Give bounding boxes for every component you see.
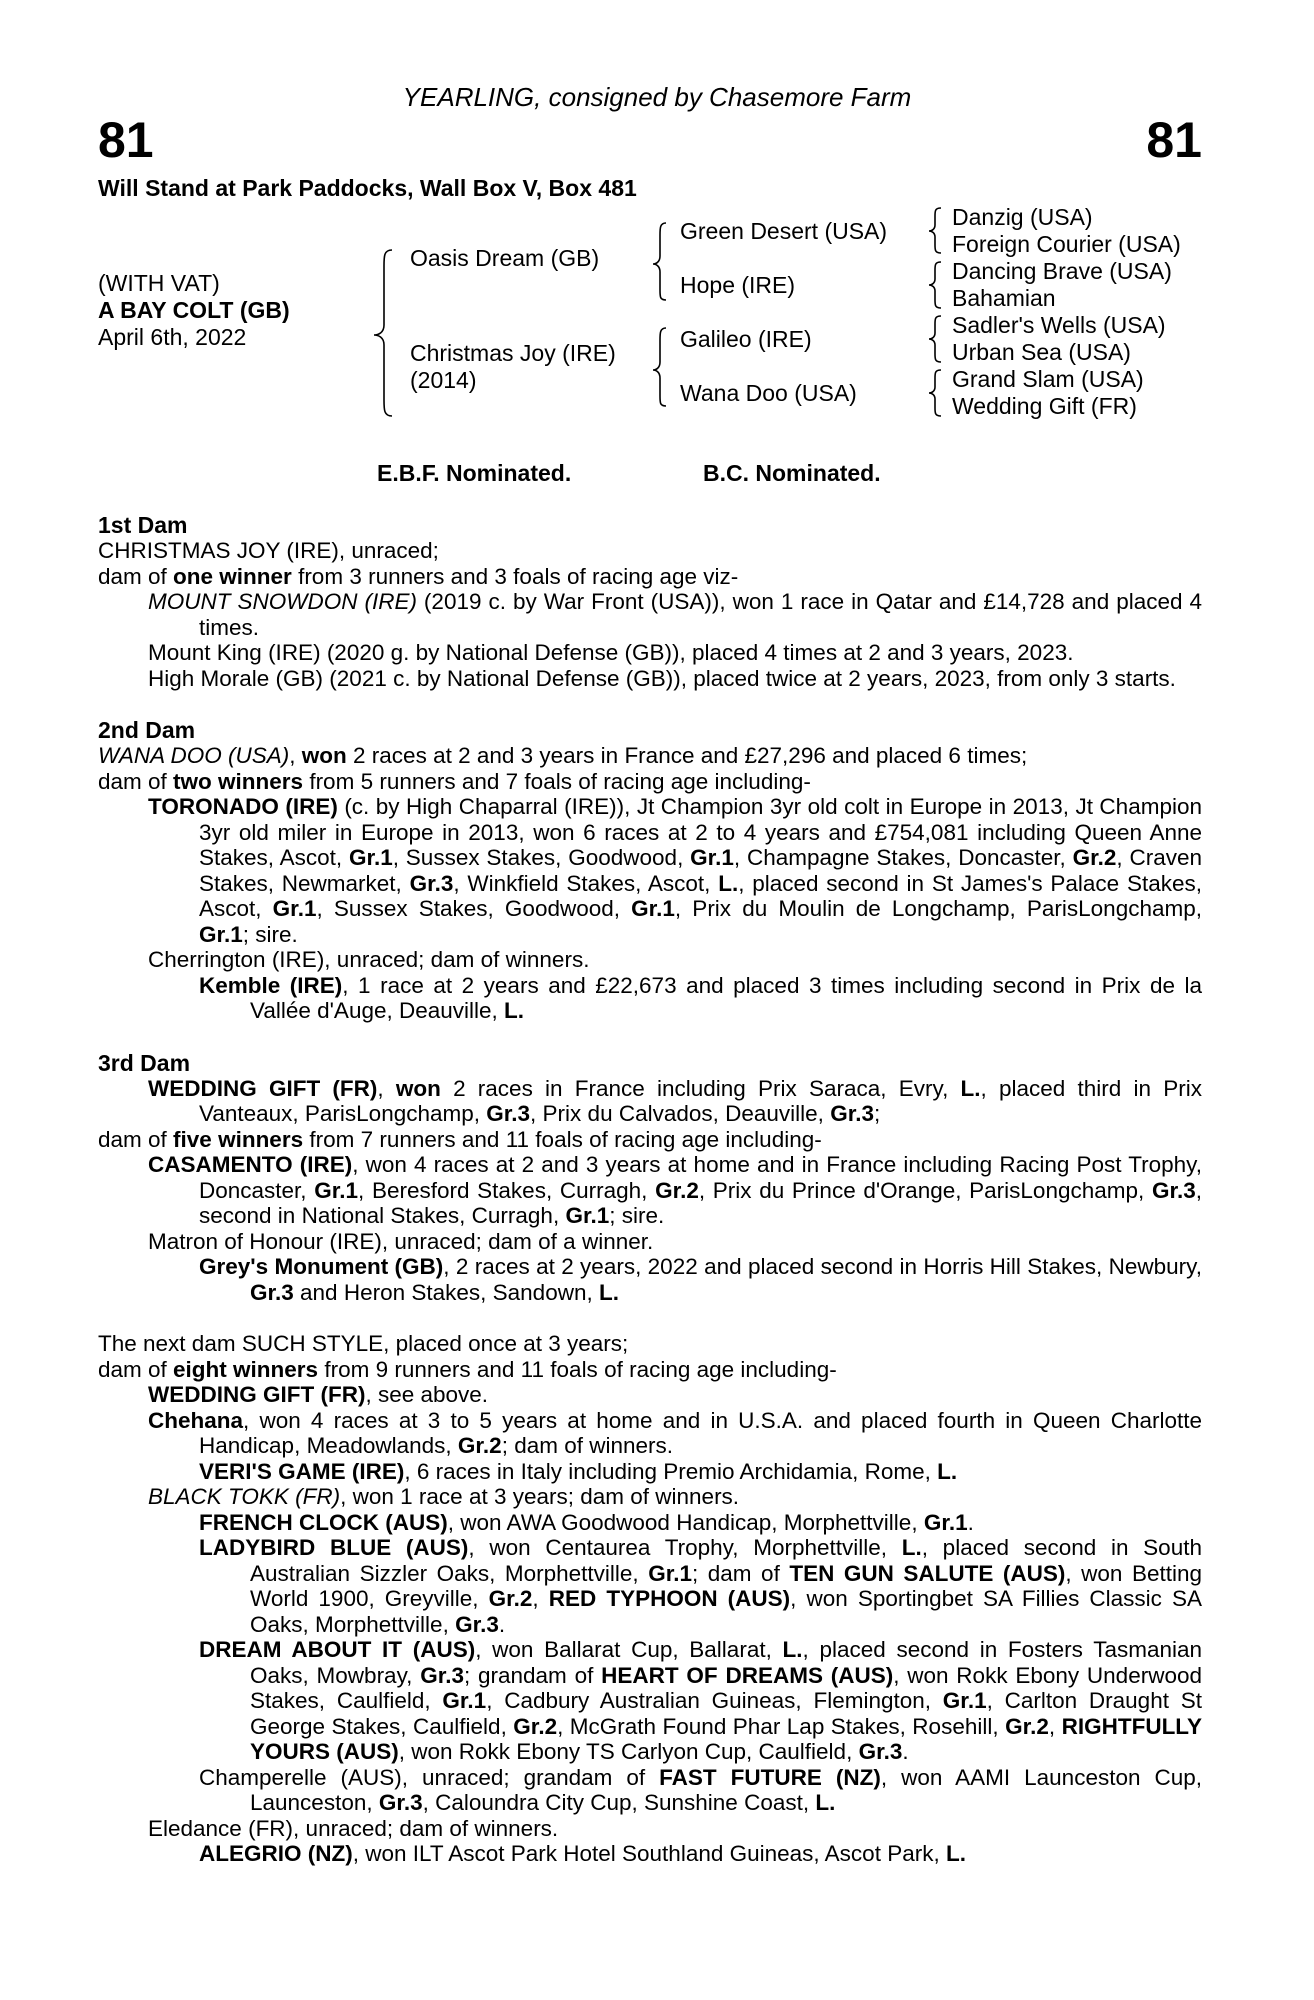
- second-dam-heading: 2nd Dam: [98, 717, 196, 743]
- list-item: FRENCH CLOCK (AUS), won AWA Goodwood Handicap, Morphettville, Gr.1.: [199, 1509, 974, 1535]
- ggp-1: Danzig (USA): [952, 204, 1093, 230]
- list-item: WEDDING GIFT (FR), see above.: [148, 1382, 489, 1407]
- ggp-5: Sadler's Wells (USA): [952, 312, 1166, 338]
- next-dam-entry: The next dam SUCH STYLE, placed once at 3 years;: [98, 1331, 629, 1356]
- vat-note: (WITH VAT): [98, 270, 220, 296]
- list-item: Matron of Honour (IRE), unraced; dam of a winner.: [148, 1228, 654, 1254]
- second-dam-summary: dam of two winners from 5 runners and 7 foals of racing age including-: [98, 768, 811, 794]
- stand-location: Will Stand at Park Paddocks, Wall Box V, Box 481: [98, 175, 637, 201]
- foaling-date: April 6th, 2022: [98, 324, 247, 350]
- list-item: Chehana, won 4 races at 3 to 5 years at home and in U.S.A. and placed fourth in Queen Charlotte Handicap, Meadowlands, Gr.2; dam of winners.: [148, 1407, 1202, 1458]
- third-dam-entry: WEDDING GIFT (FR), won 2 races in France including Prix Saraca, Evry, L., placed third in Prix Vanteaux, ParisLongchamp, Gr.3, Prix du Calvados, Deauville, Gr.3;: [148, 1075, 1202, 1126]
- list-item: ALEGRIO (NZ), won ILT Ascot Park Hotel Southland Guineas, Ascot Park, L.: [199, 1841, 966, 1866]
- list-item: Mount King (IRE) (2020 g. by National Defense (GB)), placed 4 times at 2 and 3 years, 2023.: [148, 640, 1074, 665]
- ebf-nomination: E.B.F. Nominated.: [377, 460, 572, 486]
- third-dam-heading: 3rd Dam: [98, 1049, 191, 1076]
- sire-sire: Green Desert (USA): [680, 218, 888, 244]
- list-item: Grey's Monument (GB), 2 races at 2 years, 2022 and placed second in Horris Hill Stakes, Newbury, Gr.3 and Heron Stakes, Sandown, L.: [199, 1254, 1202, 1305]
- produce-record: [98, 512, 1202, 1867]
- horse-name: A BAY COLT (GB): [98, 297, 290, 323]
- lot-number-right: 81: [1146, 112, 1202, 168]
- second-dam-entry: WANA DOO (USA), won 2 races at 2 and 3 years in France and £27,296 and placed 6 times;: [98, 743, 1028, 768]
- ggp-8: Wedding Gift (FR): [952, 393, 1137, 419]
- list-item: Eledance (FR), unraced; dam of winners.: [148, 1815, 559, 1841]
- first-dam-entry: CHRISTMAS JOY (IRE), unraced;: [98, 538, 439, 563]
- ggp-7: Grand Slam (USA): [952, 366, 1144, 392]
- list-item: CASAMENTO (IRE), won 4 races at 2 and 3 years at home and in France including Racing Post Trophy, Doncaster, Gr.1, Beresford Stakes, Curragh, Gr.2, Prix du Prince d'Orange, ParisLongchamp, Gr.3, second in National Stakes, Curragh, Gr.1; sire.: [148, 1152, 1202, 1228]
- dam: Christmas Joy (IRE): [410, 340, 616, 366]
- ggp-6: Urban Sea (USA): [952, 339, 1131, 365]
- ggp-3: Dancing Brave (USA): [952, 258, 1172, 284]
- first-dam-heading: 1st Dam: [98, 512, 188, 538]
- dam-sire: Galileo (IRE): [680, 326, 812, 352]
- list-item: DREAM ABOUT IT (AUS), won Ballarat Cup, Ballarat, L., placed second in Fosters Tasmanian Oaks, Mowbray, Gr.3; grandam of HEART OF DREAMS (AUS), won Rokk Ebony Underwood Stakes, Caulfield, Gr.1, Cadbury Australian Guineas, Flemington, Gr.1, Carlton Draught St George Stakes, Caulfield, Gr.2, McGrath Found Phar Lap Stakes, Rosehill, Gr.2, RIGHTFULLY YOURS (AUS), won Rokk Ebony TS Carlyon Cup, Caulfield, Gr.3.: [199, 1637, 1202, 1764]
- bc-nomination: B.C. Nominated.: [703, 460, 881, 486]
- list-item: High Morale (GB) (2021 c. by National Defense (GB)), placed twice at 2 years, 2023, from only 3 starts.: [148, 665, 1176, 691]
- ggp-2: Foreign Courier (USA): [952, 231, 1181, 257]
- third-dam-summary: dam of five winners from 7 runners and 11 foals of racing age including-: [98, 1126, 822, 1152]
- list-item: Champerelle (AUS), unraced; grandam of FAST FUTURE (NZ), won AAMI Launceston Cup, Launceston, Gr.3, Caloundra City Cup, Sunshine Coast, L.: [199, 1764, 1203, 1815]
- list-item: Kemble (IRE), 1 race at 2 years and £22,673 and placed 3 times including second in Prix de la Vallée d'Auge, Deauville, L.: [199, 972, 1202, 1023]
- list-item: LADYBIRD BLUE (AUS), won Centaurea Trophy, Morphettville, L., placed second in South Australian Sizzler Oaks, Morphettville, Gr.1; dam of TEN GUN SALUTE (AUS), won Betting World 1900, Greyville, Gr.2, RED TYPHOON (AUS), won Sportingbet SA Fillies Classic SA Oaks, Morphettville, Gr.3.: [199, 1535, 1203, 1637]
- list-item: MOUNT SNOWDON (IRE) (2019 c. by War Front (USA)), won 1 race in Qatar and £14,728 and placed 4 times.: [148, 589, 1202, 640]
- dam-dam: Wana Doo (USA): [680, 380, 857, 406]
- ggp-4: Bahamian: [952, 285, 1056, 311]
- list-item: TORONADO (IRE) (c. by High Chaparral (IRE)), Jt Champion 3yr old colt in Europe in 2013, Jt Champion 3yr old miler in Europe in 2013, won 6 races at 2 to 4 years and £754,081 including Queen Anne Stakes, Ascot, Gr.1, Sussex Stakes, Goodwood, Gr.1, Champagne Stakes, Doncaster, Gr.2, Craven Stakes, Newmarket, Gr.3, Winkfield Stakes, Ascot, L., placed second in St James's Palace Stakes, Ascot, Gr.1, Sussex Stakes, Goodwood, Gr.1, Prix du Moulin de Longchamp, ParisLongchamp, Gr.1; sire.: [148, 794, 1202, 947]
- first-dam-summary: dam of one winner from 3 runners and 3 foals of racing age viz-: [98, 563, 739, 589]
- lot-number-left: 81: [98, 112, 154, 168]
- list-item: Cherrington (IRE), unraced; dam of winners.: [148, 947, 590, 972]
- list-item: VERI'S GAME (IRE), 6 races in Italy including Premio Archidamia, Rome, L.: [199, 1458, 958, 1484]
- sire-dam: Hope (IRE): [680, 272, 796, 298]
- sire: Oasis Dream (GB): [410, 245, 600, 271]
- list-item: BLACK TOKK (FR), won 1 race at 3 years; dam of winners.: [148, 1484, 740, 1509]
- dam-year: (2014): [410, 367, 477, 393]
- consignment-line: YEARLING, consigned by Chasemore Farm: [402, 82, 912, 112]
- next-dam-summary: dam of eight winners from 9 runners and 11 foals of racing age including-: [98, 1356, 837, 1382]
